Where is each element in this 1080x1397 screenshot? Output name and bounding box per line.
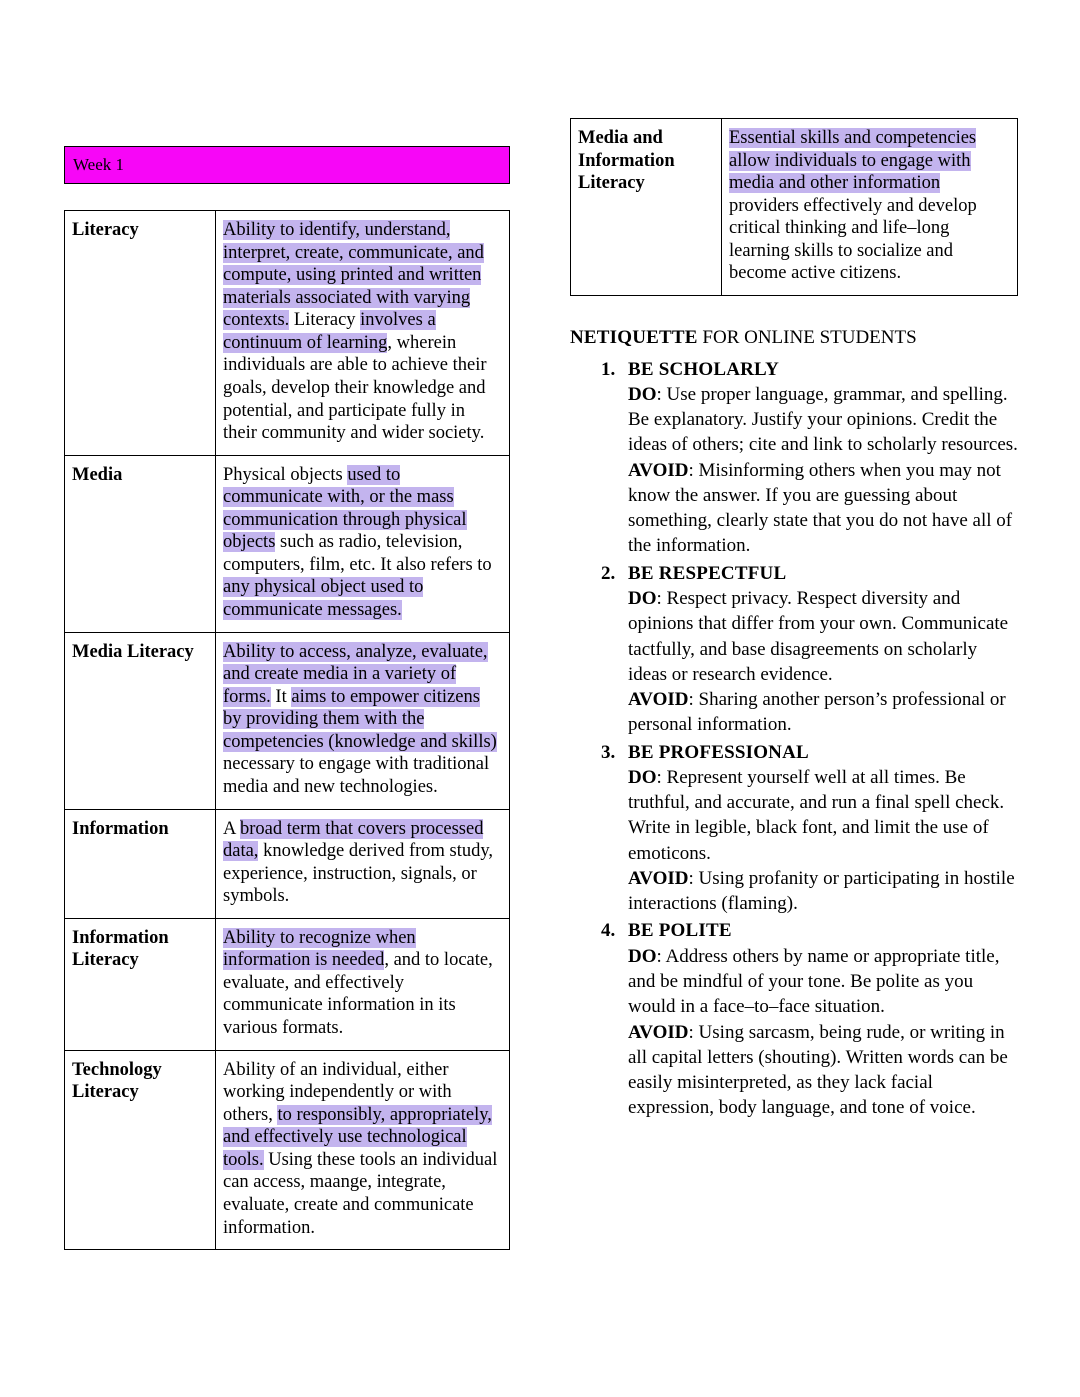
left-column	[64, 146, 510, 1250]
table-row	[65, 809, 510, 918]
week-banner	[64, 146, 510, 184]
rule-body	[628, 765, 1018, 917]
term-cell: Information	[65, 809, 216, 918]
avoid-text: : Using profanity or participating in hostile interactions (flaming).	[628, 867, 1015, 915]
rule-body	[628, 944, 1018, 1121]
table-row	[65, 1050, 510, 1250]
avoid-text: : Misinforming others when you may not know the answer. If you are guessing about something, clearly state that you do not have all of the information.	[628, 459, 1013, 557]
do-label: DO	[628, 766, 657, 788]
avoid-text: : Using sarcasm, being rude, or writing in all capital letters (shouting). Written words can be easily misinterpreted, as they lack facial expression, body language, and tone of voice.	[628, 1021, 1008, 1119]
rule-avoid	[628, 687, 1018, 738]
do-label: DO	[628, 383, 657, 405]
table-row	[65, 632, 510, 809]
definition-cell: Ability to access, analyze, evaluate, and create media in a variety of forms. It aims to empower citizens by providing them with the competencies (knowledge and skills) necessary to engage with traditional media and new technologies.	[216, 632, 510, 809]
key-terms-table	[64, 210, 510, 1250]
rule-do	[628, 765, 1018, 866]
term-cell: Information Literacy	[65, 918, 216, 1050]
do-text: : Address others by name or appropriate title, and be mindful of your tone. Be polite as you would in a face–to–face situation.	[628, 945, 1000, 1018]
avoid-label: AVOID	[628, 689, 689, 711]
term-cell: Media and Information Literacy	[571, 119, 722, 296]
definition-cell: Essential skills and competencies allow individuals to engage with media and other information providers effectively and develop critical thinking and life–long learning skills to socialize and become active citizens.	[722, 119, 1018, 296]
avoid-label: AVOID	[628, 459, 689, 481]
mil-definition-table	[570, 118, 1018, 296]
rule-do	[628, 382, 1018, 458]
definition-cell: Physical objects used to communicate with, or the mass communication through physical objects such as radio, television, computers, film, etc. It also refers to any physical object used to communicate messages.	[216, 455, 510, 632]
rule-avoid	[628, 458, 1018, 559]
week-banner-label: Week 1	[73, 155, 125, 174]
netiquette-heading-rest: FOR ONLINE STUDENTS	[697, 326, 917, 348]
avoid-text: : Sharing another person’s professional or personal information.	[628, 689, 1006, 736]
term-cell: Media Literacy	[65, 632, 216, 809]
do-text: : Represent yourself well at all times. Be truthful, and accurate, and run a final spell check. Write in legible, black font, and limit the use of emoticons.	[628, 766, 1005, 864]
rule-avoid	[628, 866, 1018, 917]
table-row	[571, 119, 1018, 296]
rule-do	[628, 586, 1018, 687]
list-item	[620, 918, 1018, 1120]
do-label: DO	[628, 945, 657, 967]
do-text: : Respect privacy. Respect diversity and opinions that differ from your own. Communicate tactfully, and base disagreements on scholarly ideas or research evidence.	[628, 588, 1009, 685]
definition-cell: Ability to recognize when information is needed, and to locate, evaluate, and effectively communicate information in its various formats.	[216, 918, 510, 1050]
table-row	[65, 455, 510, 632]
avoid-label: AVOID	[628, 867, 689, 889]
term-cell: Media	[65, 455, 216, 632]
table-row	[65, 211, 510, 456]
rule-body	[628, 382, 1018, 559]
list-item	[620, 740, 1018, 917]
rule-title: BE PROFESSIONAL	[628, 741, 809, 763]
avoid-label: AVOID	[628, 1021, 689, 1043]
list-item	[620, 561, 1018, 738]
term-cell: Literacy	[65, 211, 216, 456]
netiquette-heading	[570, 326, 1018, 351]
rule-title: BE POLITE	[628, 920, 732, 942]
list-item	[620, 357, 1018, 559]
rule-title: BE RESPECTFUL	[628, 562, 787, 584]
do-text: : Use proper language, grammar, and spelling. Be explanatory. Justify your opinions. Credit the ideas of others; cite and link to scholarly resources.	[628, 383, 1018, 456]
table-row	[65, 918, 510, 1050]
definition-cell: Ability of an individual, either working independently or with others, to responsibly, appropriately, and effectively use technological tools. Using these tools an individual can access, maange, integrate, evaluate, create and communicate information.	[216, 1050, 510, 1250]
definition-cell: A broad term that covers processed data, knowledge derived from study, experience, instruction, signals, or symbols.	[216, 809, 510, 918]
netiquette-keyword: NETIQUETTE	[570, 326, 698, 348]
rule-do	[628, 944, 1018, 1020]
rule-avoid	[628, 1020, 1018, 1121]
do-label: DO	[628, 588, 657, 610]
netiquette-rules-list	[570, 357, 1018, 1121]
definition-cell: Ability to identify, understand, interpret, create, communicate, and compute, using printed and written materials associated with varying contexts. Literacy involves a continuum of learning, wherein individuals are able to achieve their goals, develop their knowledge and potential, and participate fully in their community and wider society.	[216, 211, 510, 456]
term-cell: Technology Literacy	[65, 1050, 216, 1250]
rule-title: BE SCHOLARLY	[628, 358, 780, 380]
rule-body	[628, 586, 1018, 738]
right-column	[570, 118, 1018, 1123]
